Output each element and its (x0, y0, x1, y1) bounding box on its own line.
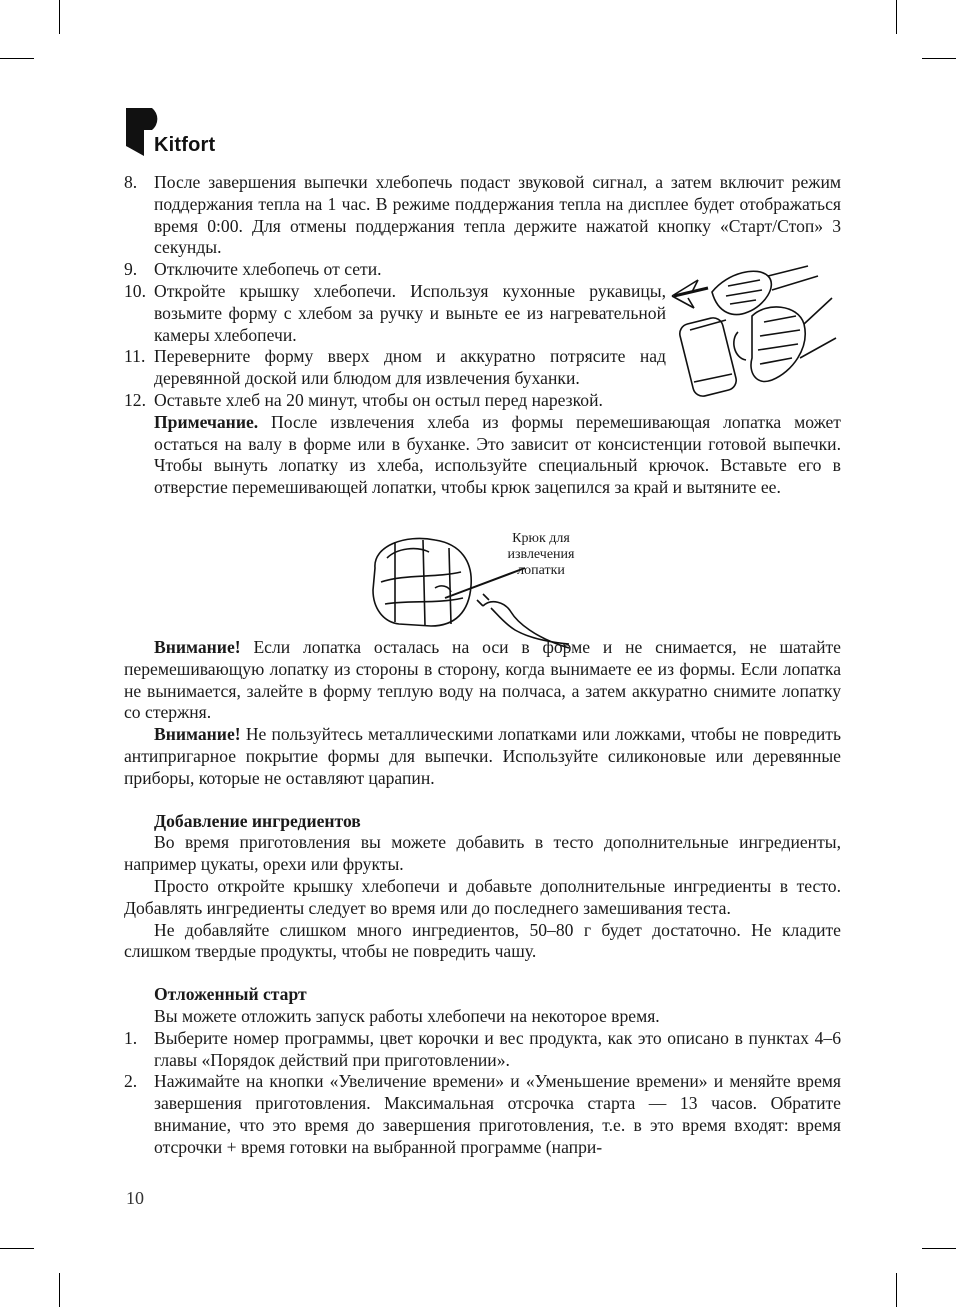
crop-mark (896, 0, 897, 34)
oven-mitt-illustration (668, 262, 840, 400)
list-item: 11. Переверните форму вверх дном и аккуратно потрясите над деревянной доской или блюдом для извлечения буханки. (124, 346, 666, 389)
crop-mark (59, 1273, 60, 1307)
paragraph: Во время приготовления вы можете добавить в тесто дополнительные ингредиенты, например цукаты, орехи или фрукты. (124, 832, 841, 875)
note-paragraph: Примечание. После извлечения хлеба из формы перемешивающая лопатка может остаться на валу в форме или в буханке. Это зависит от консистенции готовой выпечки. Чтобы вынуть лопатку из хлеба, используйте специальный крючок. Вставьте его в отверстие перемешивающей лопатки, чтобы крюк зацепился за край и вытяните ее. (154, 411, 841, 498)
crop-mark (896, 1273, 897, 1307)
paragraph: Просто откройте крышку хлебопечи и добавьте дополнительные ингредиенты в тесто. Добавлять ингредиенты следует во время или до последнего замешивания теста. (124, 875, 841, 918)
crop-mark (922, 58, 956, 59)
list-item: 9. Отключите хлебопечь от сети. (124, 259, 382, 280)
crop-mark (922, 1248, 956, 1249)
section-heading: Добавление ингредиентов (154, 810, 361, 831)
crop-mark (0, 1248, 34, 1249)
hook-label: Крюк для извлечения лопатки (507, 531, 575, 578)
list-item: 1. Выберите номер программы, цвет корочки и вес продукта, как это описано в пунктах 4–6 главы «Порядок действий при приготовлении». (124, 1027, 841, 1070)
paragraph: Не добавляйте слишком много ингредиентов, 50–80 г будет достаточно. Не кладите слишком твердые продукты, чтобы не повредить чашу. (124, 919, 841, 962)
crop-mark (59, 0, 60, 34)
warning-paragraph: Внимание! Если лопатка осталась на оси в форме и не снимается, не шатайте перемешивающую лопатку из стороны в сторону, когда вынимаете ее из формы. Если лопатка не вынимается, залейте в форму теплую воду на полчаса, а затем аккуратно снимите лопатку со стержня. (124, 636, 841, 723)
page-number: 10 (126, 1188, 144, 1208)
brand-name: Kitfort (154, 134, 216, 156)
section-heading: Отложенный старт (154, 984, 307, 1005)
list-item: 2. Нажимайте на кнопки «Увеличение времени» и «Уменьшение времени» и меняйте время завершения приготовления. Максимальная отсрочка старта — 13 часов. Обратите внимание, что это время до завершения приготовления, т.е. в это время входят: время отсрочки + время готовки на выбранной программе (напри- (124, 1071, 841, 1157)
list-item: 12. Оставьте хлеб на 20 минут, чтобы он остыл перед нарезкой. (124, 389, 603, 410)
crop-mark (0, 58, 34, 59)
paragraph: Вы можете отложить запуск работы хлебопечи на некоторое время. (154, 1005, 660, 1026)
warning-paragraph: Внимание! Не пользуйтесь металлическими лопатками или ложками, чтобы не повредить антипригарное покрытие формы для выпечки. Используйте силиконовые или деревянные приборы, которые не оставляют царапин. (124, 724, 841, 788)
list-item: 8. После завершения выпечки хлебопечь подаст звуковой сигнал, а затем включит режим поддержания тепла на 1 час. В режиме поддержания тепла на дисплее будет отображаться время 0:00. Для отмены поддержания тепла держите нажатой кнопку «Старт/Стоп» 3 секунды. (124, 172, 841, 258)
list-item: 10. Откройте крышку хлебопечи. Используя кухонные рукавицы, возьмите форму с хлебом за ручку и выньте ее из нагревательной камеры хлебопечи. (124, 280, 666, 345)
note-label: Примечание. (154, 411, 259, 432)
